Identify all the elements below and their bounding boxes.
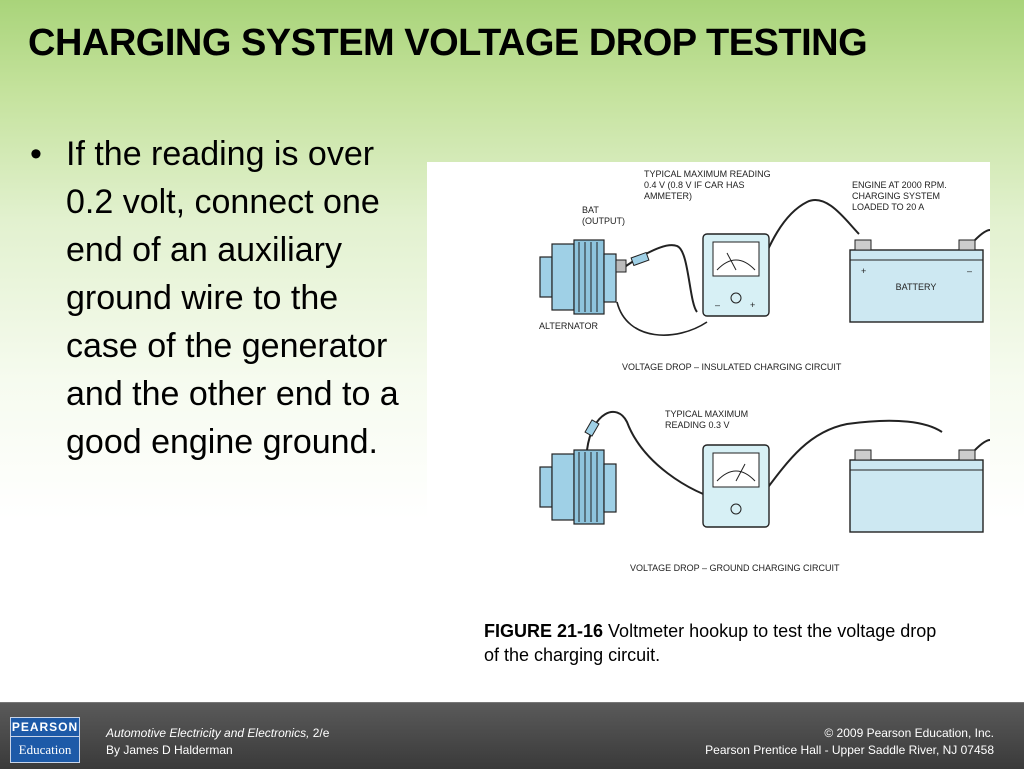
top-engine-label-2: CHARGING SYSTEM xyxy=(852,191,941,201)
bottom-diagram-caption: VOLTAGE DROP – GROUND CHARGING CIRCUIT xyxy=(630,563,840,573)
voltage-drop-diagram xyxy=(427,162,990,580)
slide-title: CHARGING SYSTEM VOLTAGE DROP TESTING xyxy=(28,22,868,64)
figure-diagram xyxy=(427,162,990,580)
top-bat-label-2: (OUTPUT) xyxy=(582,216,625,226)
footer-book-info xyxy=(106,725,329,759)
footer-bar xyxy=(0,702,1024,769)
alternator-label: ALTERNATOR xyxy=(539,321,599,331)
bullet-marker: • xyxy=(30,135,42,173)
top-max-label-2: 0.4 V (0.8 V IF CAR HAS xyxy=(644,180,745,190)
footer-publisher-info xyxy=(705,725,994,759)
pearson-logo xyxy=(10,717,80,763)
battery-plus-label: + xyxy=(861,266,867,276)
logo-top-text: PEARSON xyxy=(11,718,79,737)
logo-bottom-text: Education xyxy=(18,742,72,757)
top-diagram-caption: VOLTAGE DROP – INSULATED CHARGING CIRCUIT xyxy=(622,362,842,372)
copyright-text: © 2009 Pearson Education, Inc. xyxy=(824,726,994,740)
battery-bottom xyxy=(850,450,983,532)
battery-label: BATTERY xyxy=(895,282,937,292)
book-edition: 2/e xyxy=(309,726,330,740)
book-title: Automotive Electricity and Electronics, xyxy=(106,726,310,740)
figure-caption-text: Voltmeter hookup to test the voltage drop of the charging circuit. xyxy=(484,621,937,665)
top-max-label-3: AMMETER) xyxy=(644,191,692,201)
bottom-max-label-2: READING 0.3 V xyxy=(665,420,730,430)
publisher-text: Pearson Prentice Hall - Upper Saddle River, NJ 07458 xyxy=(705,743,994,757)
top-engine-label-1: ENGINE AT 2000 RPM. xyxy=(852,180,947,190)
meter-plus-label: + xyxy=(750,300,756,310)
battery-top xyxy=(850,240,983,322)
alternator-bottom xyxy=(540,450,616,524)
figure-caption xyxy=(484,619,954,667)
battery-minus-label: – xyxy=(967,266,973,276)
top-bat-label-1: BAT xyxy=(582,205,599,215)
book-author: By James D Halderman xyxy=(106,743,233,757)
bullet-text: If the reading is over 0.2 volt, connect one end of an auxiliary ground wire to the case of the generator and the other end to a good engine ground. xyxy=(66,135,399,461)
top-max-label-1: TYPICAL MAXIMUM READING xyxy=(644,169,771,179)
voltmeter-bottom xyxy=(703,445,769,527)
top-engine-label-3: LOADED TO 20 A xyxy=(852,202,925,212)
bottom-max-label-1: TYPICAL MAXIMUM xyxy=(665,409,749,419)
meter-minus-label: – xyxy=(715,300,721,310)
figure-id: FIGURE 21-16 xyxy=(484,621,604,641)
voltmeter-top xyxy=(703,234,769,316)
alternator-top xyxy=(540,240,626,314)
